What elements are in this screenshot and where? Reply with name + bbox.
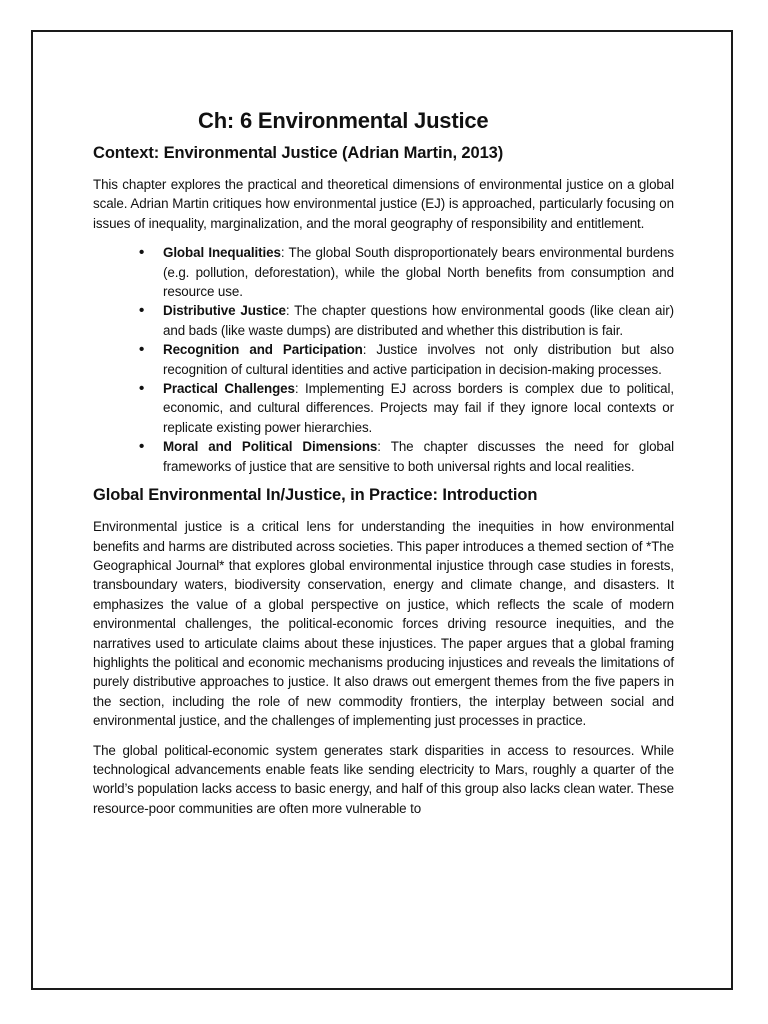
list-item [163,243,674,301]
key-points-list [93,243,674,476]
bullet-term: Distributive Justice [163,303,286,319]
bullet-term: Moral and Political Dimensions [163,439,378,455]
list-item [163,340,674,379]
bullet-term: Global Inequalities [163,245,281,261]
body-paragraph: The global political-economic system generates stark disparities in access to resources. While technological advancements enable feats like sending electricity to Mars, roughly a quarter of the world’s population lacks access to basic energy, and half of this group also lacks clean water. These resource-poor communities are often more vulnerable to [93,742,674,816]
bullet-text: : Justice involves not only distribution but also recognition of cultural identities and active participation in decision-making processes. [163,342,674,377]
context-heading: Context: Environmental Justice (Adrian Martin, 2013) [93,144,504,162]
bullet-term: Practical Challenges [163,381,295,397]
body-paragraph: Environmental justice is a critical lens for understanding the inequities in how environmental benefits and harms are distributed across societies. This paper introduces a themed section of *The Geographical Journal* that explores global environmental injustice through case studies in forests, transboundary waters, biodiversity conservation, energy and climate change, and disasters. It emphasizes the value of a global perspective on justice, which reflects the scale of modern environmental challenges, the political-economic forces driving resource inequities, and the narratives used to articulate claims about these injustices. The paper argues that a global framing highlights the political and economic mechanisms producing injustices and reveals the limitations of purely distributive approaches to justice. It also draws out emergent themes from the five papers in the section, including the role of new commodity frontiers, the interplay between social and environmental justice, and the challenges of implementing just processes in practice. [93,519,674,729]
bullet-term: Recognition and Participation [163,342,363,358]
bullet-text: : The chapter questions how environmental goods (like clean air) and bads (like waste dumps) are distributed and whether this distribution is fair. [163,303,675,338]
chapter-title: Ch: 6 Environmental Justice [198,108,489,133]
bullet-text: : The chapter discusses the need for global frameworks of justice that are sensitive to both universal rights and local realities. [163,439,674,474]
context-intro-paragraph: This chapter explores the practical and theoretical dimensions of environmental justice on a global scale. Adrian Martin critiques how environmental justice (EJ) is approached, particularly focusing on issues of inequality, marginalization, and the moral geography of responsibility and entitlement. [93,177,674,231]
list-item [163,301,674,340]
list-item [163,437,674,476]
list-item [163,379,674,437]
document-body [93,108,674,828]
section-heading: Global Environmental In/Justice, in Practice: Introduction [93,486,538,505]
bullet-text: : The global South disproportionately bears environmental burdens (e.g. pollution, deforestation), while the global North benefits from consumption and resource use. [163,245,675,300]
bullet-text: : Implementing EJ across borders is complex due to political, economic, and cultural differences. Projects may fail if they ignore local contexts or replicate existing power hierarchies. [163,381,674,435]
